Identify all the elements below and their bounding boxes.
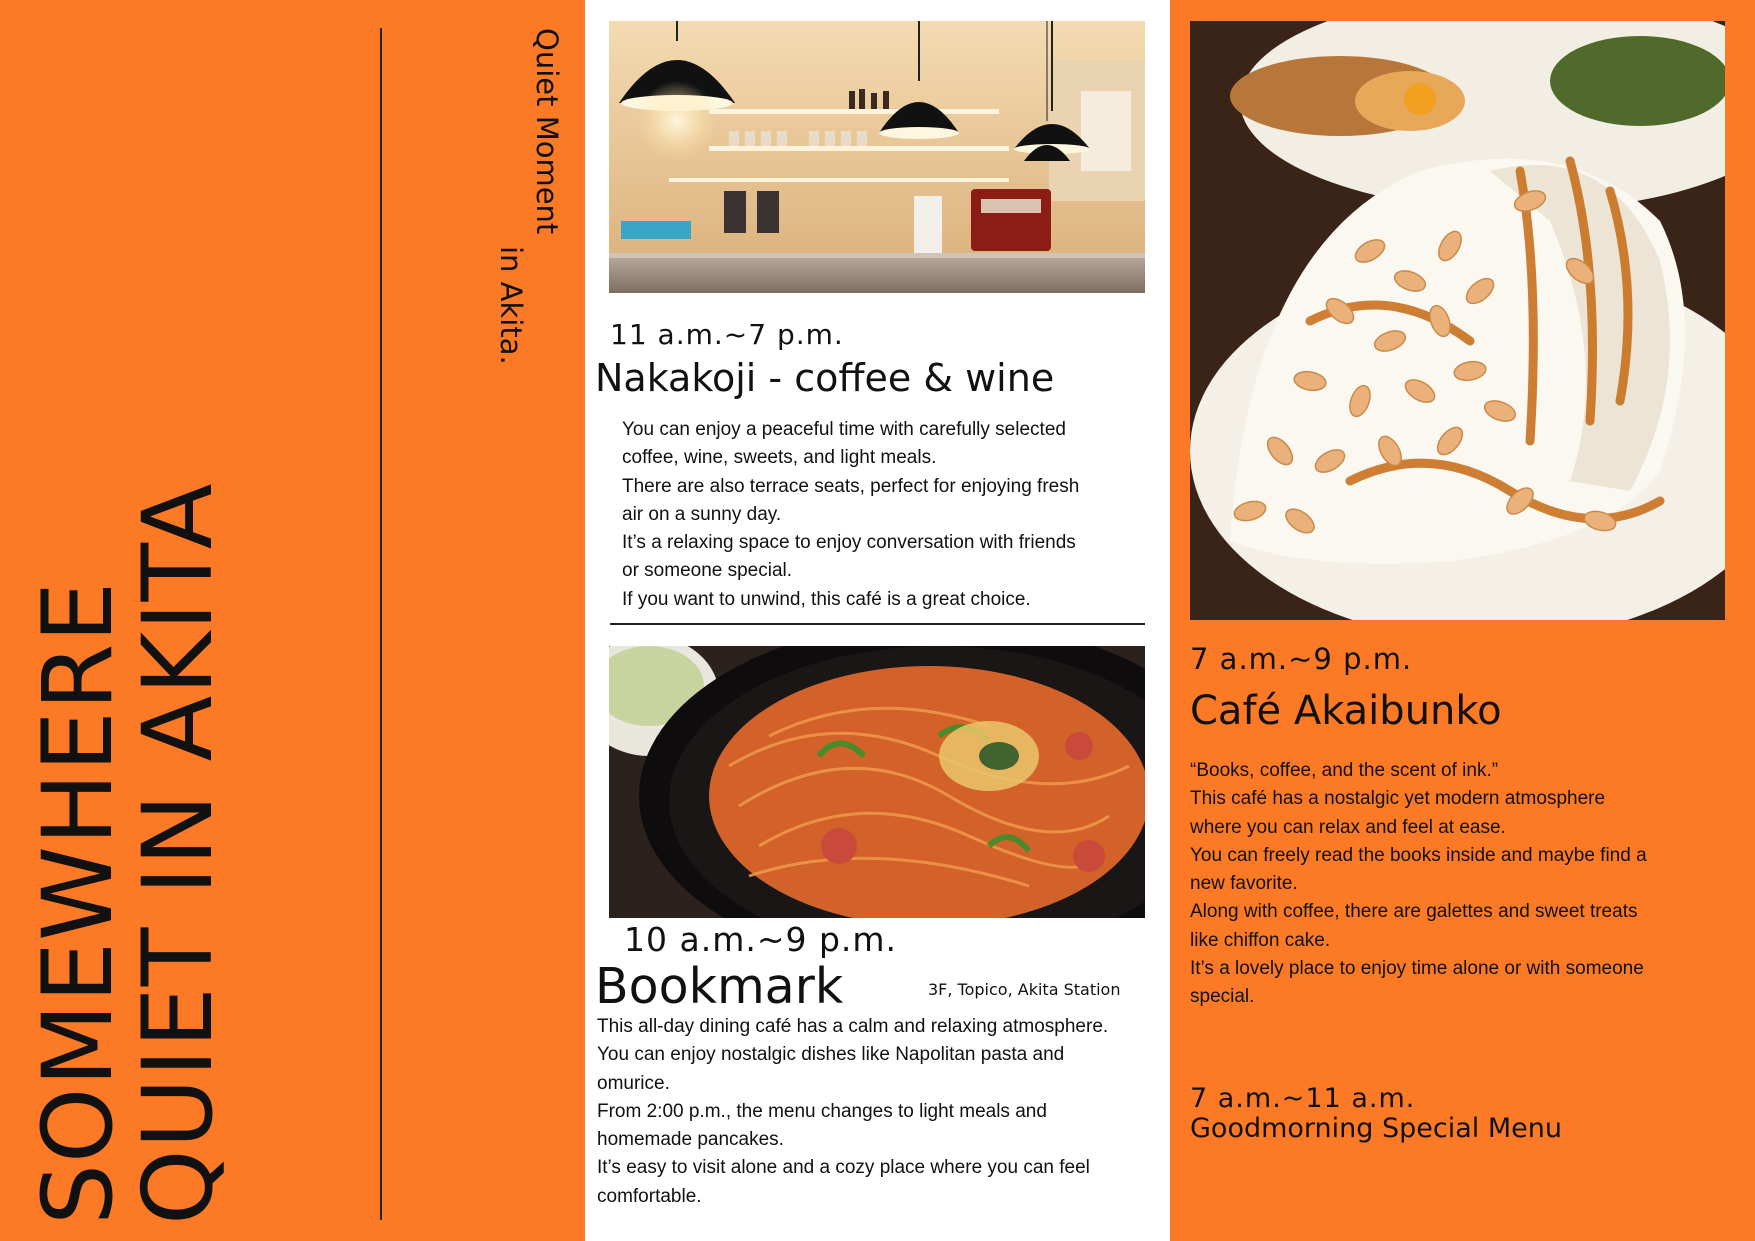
bookmark-hours: 10 a.m.~9 p.m. (624, 920, 898, 959)
akaibunko-desc-line: You can freely read the books inside and maybe find a (1190, 844, 1647, 866)
akaibunko-hours: 7 a.m.~9 p.m. (1190, 642, 1413, 676)
akaibunko-description (1190, 757, 1730, 1012)
special-menu-hours: 7 a.m.~11 a.m. (1190, 1083, 1416, 1114)
subtitle-line-2: in Akita. (494, 246, 528, 365)
main-title-line-1: SOMEWHERE (22, 580, 134, 1225)
vertical-divider (380, 28, 382, 1220)
bookmark-name: Bookmark (595, 958, 844, 1015)
nakakoji-desc-line: coffee, wine, sweets, and light meals. (622, 447, 937, 469)
bookmark-desc-line: From 2:00 p.m., the menu changes to light meals and (597, 1100, 1047, 1122)
akaibunko-desc-line: It’s a lovely place to enjoy time alone or with someone (1190, 958, 1644, 980)
nakakoji-interior-photo (609, 21, 1145, 293)
akaibunko-desc-line: This café has a nostalgic yet modern atmosphere (1190, 788, 1606, 810)
akaibunko-desc-line: Along with coffee, there are galettes and sweet treats (1190, 901, 1638, 923)
bookmark-desc-line: comfortable. (597, 1185, 702, 1207)
special-menu-name: Goodmorning Special Menu (1190, 1113, 1562, 1144)
bookmark-location: 3F, Topico, Akita Station (928, 980, 1121, 999)
nakakoji-description (622, 416, 1162, 614)
akaibunko-desc-line: “Books, coffee, and the scent of ink.” (1190, 760, 1499, 781)
subtitle (475, 28, 565, 388)
bookmark-desc-line: homemade pancakes. (597, 1129, 784, 1151)
akaibunko-desc-line: like chiffon cake. (1190, 929, 1331, 951)
bookmark-desc-line: It’s easy to visit alone and a cozy place where you can feel (597, 1157, 1090, 1179)
bookmark-description (597, 1013, 1177, 1211)
akaibunko-desc-line: where you can relax and feel at ease. (1190, 816, 1506, 838)
nakakoji-desc-line: or someone special. (622, 560, 793, 582)
main-title (22, 245, 268, 1225)
bookmark-desc-line: This all-day dining café has a calm and relaxing atmosphere. (597, 1016, 1109, 1037)
akaibunko-desc-line: new favorite. (1190, 873, 1298, 895)
bookmark-desc-line: You can enjoy nostalgic dishes like Napolitan pasta and (597, 1044, 1065, 1066)
akaibunko-dessert-photo (1190, 21, 1725, 620)
nakakoji-hours: 11 a.m.~7 p.m. (610, 318, 844, 351)
nakakoji-desc-line: You can enjoy a peaceful time with carefully selected (622, 419, 1066, 440)
nakakoji-name: Nakakoji - coffee & wine (595, 356, 1055, 400)
bookmark-pasta-photo (609, 646, 1145, 918)
nakakoji-desc-line: air on a sunny day. (622, 503, 782, 525)
nakakoji-desc-line: If you want to unwind, this café is a great choice. (622, 588, 1031, 610)
subtitle-line-1: Quiet Moment (530, 28, 564, 235)
bookmark-desc-line: omurice. (597, 1072, 670, 1094)
nakakoji-desc-line: There are also terrace seats, perfect for enjoying fresh (622, 475, 1080, 497)
section-divider (610, 623, 1145, 625)
akaibunko-desc-line: special. (1190, 986, 1255, 1008)
akaibunko-name: Café Akaibunko (1190, 688, 1502, 734)
main-title-line-2: QUIET IN AKITA (122, 482, 234, 1225)
nakakoji-desc-line: It’s a relaxing space to enjoy conversation with friends (622, 532, 1076, 554)
